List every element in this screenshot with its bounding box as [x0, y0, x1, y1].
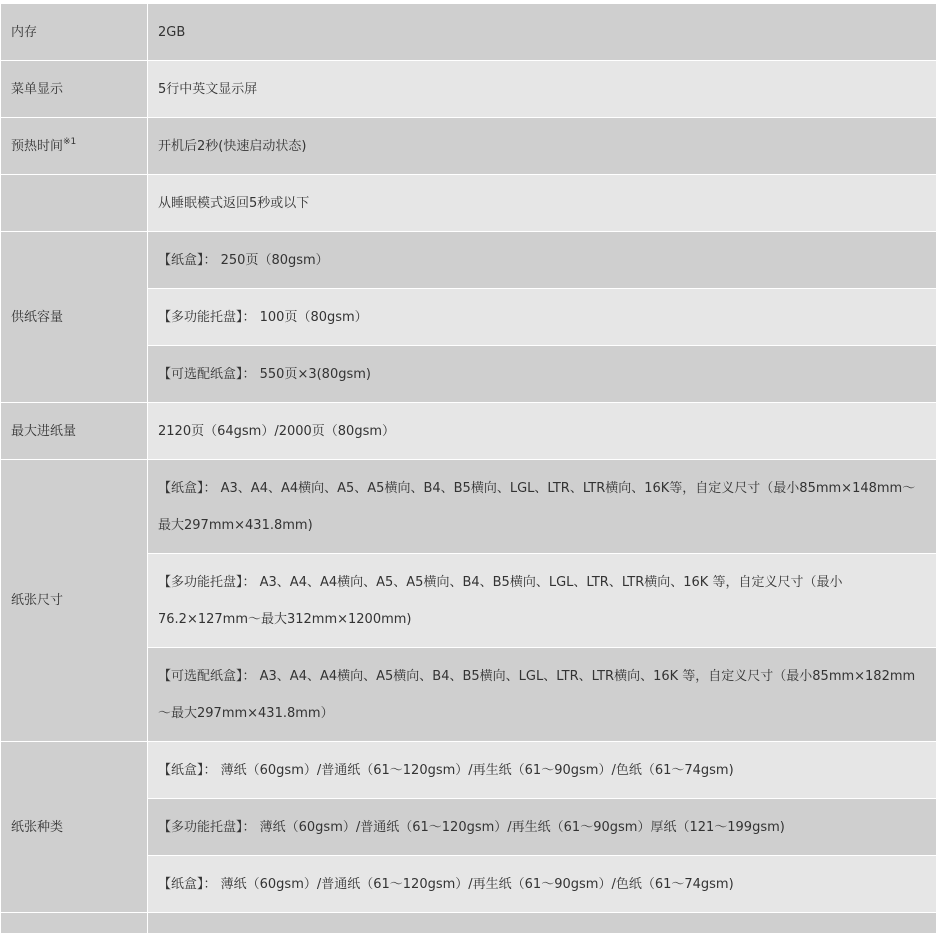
table-row-max-input [1, 403, 937, 460]
label-paper-capacity: 供纸容量 [1, 232, 148, 403]
footnote-mark: ※1 [63, 136, 77, 147]
value-memory: 2GB [148, 4, 937, 61]
value-menu-display: 5行中英文显示屏 [148, 61, 937, 118]
label-paper-size: 纸张尺寸 [1, 460, 148, 742]
value-type-bypass: 【多功能托盘】： 薄纸（60gsm）/普通纸（61～120gsm）/再生纸（61～90gsm）厚纸（121～199gsm) [148, 799, 937, 856]
value-type-tray-2: 【纸盒】： 薄纸（60gsm）/普通纸（61～120gsm）/再生纸（61～90gsm）/色纸（61～74gsm) [148, 856, 937, 913]
table-row-warmup-sleep [1, 175, 937, 232]
value-size-optional: 【可选配纸盒】： A3、A4、A4横向、A5横向、B4、B5横向、LGL、LTR、LTR横向、16K 等，自定义尺寸（最小85mm×182mm～最大297mm×431.8mm） [148, 648, 937, 742]
table-row-memory [1, 4, 937, 61]
table-row-partial [1, 913, 937, 934]
value-capacity-bypass: 【多功能托盘】： 100页（80gsm） [148, 289, 937, 346]
spec-table [0, 3, 937, 934]
label-menu-display: 菜单显示 [1, 61, 148, 118]
value-warmup-startup: 开机后2秒(快速启动状态) [148, 118, 937, 175]
value-capacity-tray: 【纸盒】： 250页（80gsm） [148, 232, 937, 289]
value-warmup-sleep: 从睡眠模式返回5秒或以下 [148, 175, 937, 232]
label-warmup [1, 118, 148, 175]
label-max-input: 最大进纸量 [1, 403, 148, 460]
table-row-paper-type [1, 742, 937, 799]
table-row-paper-capacity [1, 232, 937, 289]
table-row-paper-size [1, 460, 937, 554]
table-row-menu-display [1, 61, 937, 118]
label-empty [1, 175, 148, 232]
value-max-input: 2120页（64gsm）/2000页（80gsm） [148, 403, 937, 460]
table-row-warmup [1, 118, 937, 175]
value-size-tray: 【纸盒】： A3、A4、A4横向、A5、A5横向、B4、B5横向、LGL、LTR、LTR横向、16K等，自定义尺寸（最小85mm×148mm～最大297mm×431.8mm) [148, 460, 937, 554]
label-warmup-text: 预热时间 [11, 138, 64, 154]
value-type-tray: 【纸盒】： 薄纸（60gsm）/普通纸（61～120gsm）/再生纸（61～90gsm）/色纸（61～74gsm) [148, 742, 937, 799]
label-memory: 内存 [1, 4, 148, 61]
value-capacity-optional: 【可选配纸盒】： 550页×3(80gsm) [148, 346, 937, 403]
value-size-bypass: 【多功能托盘】： A3、A4、A4横向、A5、A5横向、B4、B5横向、LGL、LTR、LTR横向、16K 等，自定义尺寸（最小76.2×127mm～最大312mm×1200mm) [148, 554, 937, 648]
value-cut-off [148, 913, 937, 934]
label-cut-off [1, 913, 148, 934]
label-paper-type: 纸张种类 [1, 742, 148, 913]
